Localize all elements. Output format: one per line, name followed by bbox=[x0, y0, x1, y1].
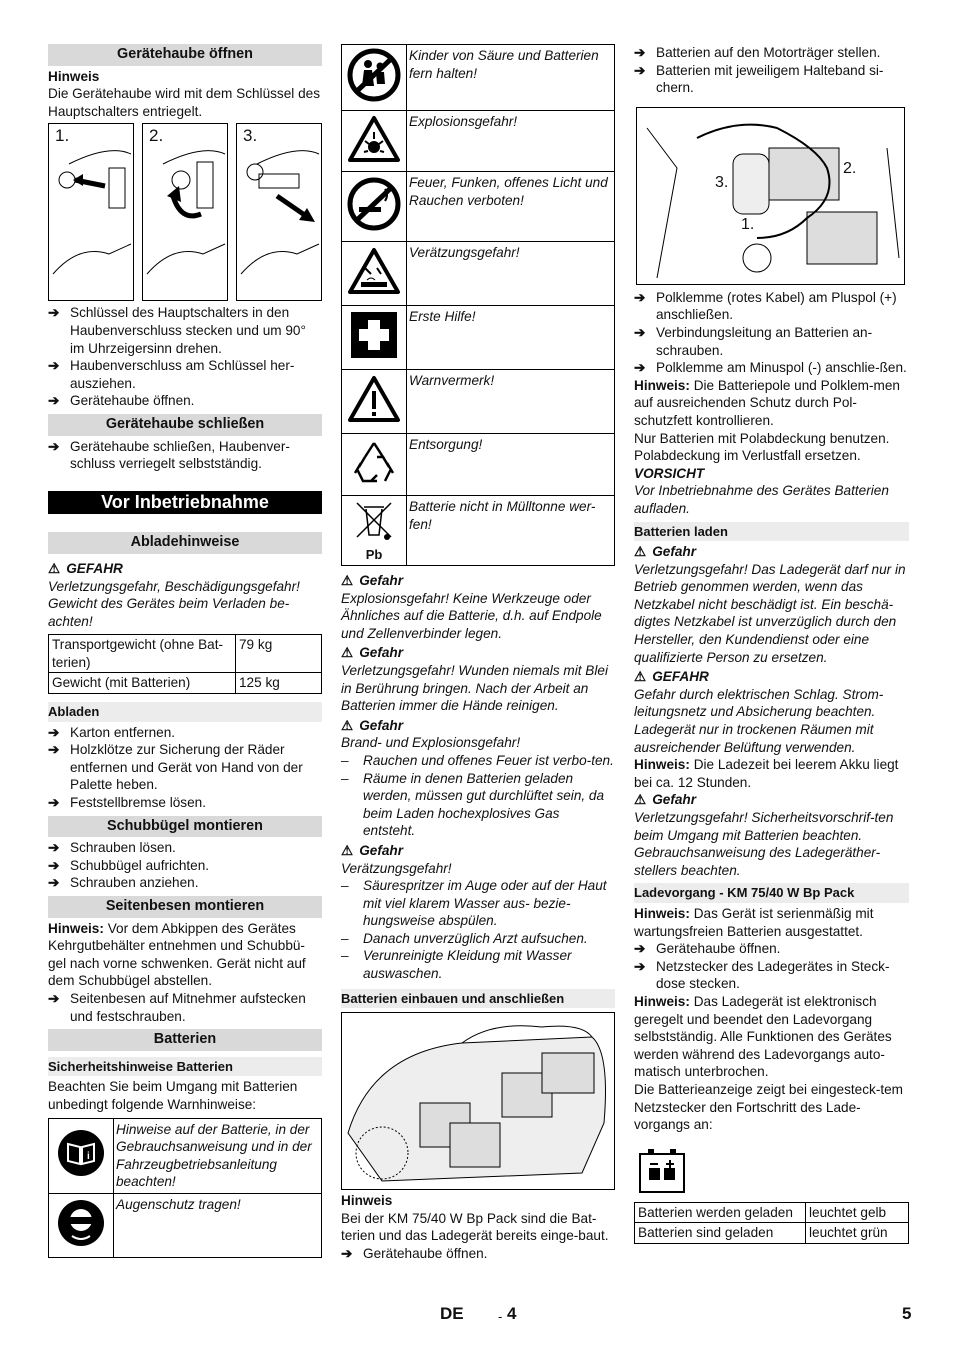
list-item: ➔ Gerätehaube öffnen. bbox=[341, 1246, 488, 1262]
warning-text: Gefahr durch elektrischen Schlag. Strom-leitungsnetz und Absicherung beachten. Ladegerät nur in trockenen Räumen mit ausreichender Belüftung verwenden. bbox=[634, 686, 884, 755]
warning-triangle-icon: ⚠ bbox=[341, 717, 354, 733]
table-row: Pb Batterie nicht in Mülltonne wer-fen! bbox=[342, 496, 615, 566]
install-note: Bei der KM 75/40 W Bp Pack sind die Bat-terien und das Ladegerät bereits einge-baut. bbox=[341, 1210, 609, 1244]
note: Hinweis: Das Gerät ist serienmäßig mit wartungsfreien Batterien ausgestattet. bbox=[634, 905, 874, 939]
danger-text: Verletzungsgefahr, Beschädigungsgefahr! Gewicht des Gerätes beim Verladen be-achten! bbox=[48, 578, 300, 629]
figure-label: 2. bbox=[843, 159, 857, 177]
section-title-open-hood: Gerätehaube öffnen bbox=[48, 44, 322, 66]
first-aid-icon bbox=[342, 306, 407, 370]
footer-dash: - bbox=[498, 1309, 503, 1324]
list-item: – Danach unverzüglich Arzt aufsuchen. bbox=[341, 930, 588, 946]
figure-step-3 bbox=[236, 123, 322, 301]
open-steps bbox=[48, 304, 322, 410]
list-item: ➔ Polklemme (rotes Kabel) am Pluspol (+) anschließen. bbox=[634, 289, 897, 323]
battery-connection-figure bbox=[636, 107, 905, 285]
note: Hinweis: Das Ladegerät ist elektronisch geregelt und beendet den Ladevorgang selbstständig. Alle Funktionen des Gerätes werden während des Ladevorgangs auto-matisch unterbrochen. bbox=[634, 993, 892, 1080]
list-item: – Verunreinigte Kleidung mit Wasser auswaschen. bbox=[341, 948, 572, 982]
section-title-push-handle: Schubbügel montieren bbox=[48, 816, 322, 838]
list-item: ➔ Schubbügel aufrichten. bbox=[48, 857, 210, 873]
symbol-table-right bbox=[341, 44, 615, 566]
hood-key-figure bbox=[48, 123, 322, 301]
list-item: ➔ Schlüssel des Hauptschalters in den Haubenverschluss stecken und um 90° im Uhrzeigersinn drehen. bbox=[48, 305, 306, 356]
list-item: – Rauchen und offenes Feuer ist verbo-ten. bbox=[341, 752, 614, 768]
table-row: Batterien werden geladen leuchtet gelb bbox=[635, 1202, 909, 1223]
section-title-batteries: Batterien bbox=[48, 1029, 322, 1051]
brush-note: Hinweis: Vor dem Abkippen des Gerätes Kehrgutbehälter entnehmen und Schubbü-gel nach vorne schwenken. Gerät nicht auf dem Schubbügel abstellen. bbox=[48, 920, 306, 989]
warning-triangle-icon: ⚠ bbox=[341, 645, 354, 661]
caution-text: Vor Inbetriebnahme des Gerätes Batterien aufladen. bbox=[634, 483, 889, 516]
key-pull-icon bbox=[237, 124, 321, 300]
key-insert-icon bbox=[49, 124, 133, 300]
list-item: ➔ Gerätehaube öffnen. bbox=[48, 393, 195, 409]
note: Hinweis: Die Batteriepole und Polklem-men auf ausreichenden Schutz durch Pol-schutzfett kontrollieren. bbox=[634, 377, 900, 428]
list-item: ➔ Batterien mit jeweiligem Halteband si-chern. bbox=[634, 62, 884, 96]
danger-label: ⚠ Gefahr bbox=[634, 792, 697, 808]
warning-text: Explosionsgefahr! Keine Werkzeuge oder Ähnliches auf die Batterie, d.h. auf Endpole und Zellenverbinder legen. bbox=[341, 590, 602, 641]
subsection-battery-safety: Sicherheitshinweise Batterien bbox=[48, 1057, 322, 1077]
note-label: Hinweis bbox=[341, 1193, 393, 1209]
column-middle bbox=[341, 44, 615, 1263]
section-title-close-hood: Gerätehaube schließen bbox=[48, 414, 322, 436]
warning-text: Verletzungsgefahr! Das Ladegerät darf nur in Betrieb genommen werden, wenn das Netzkabel nicht beschädigt ist. Ein beschä-digtes Netzkabel ist unverzüglich durch den Hersteller, den Kundendienst oder eine qualifizierte Person zu ersetzen. bbox=[634, 561, 906, 665]
no-fire-smoking-icon bbox=[342, 172, 407, 242]
danger-label: ⚠ GEFAHR bbox=[48, 560, 123, 576]
note-label: Hinweis bbox=[48, 68, 100, 84]
crossed-bin-pb-icon bbox=[342, 496, 407, 566]
list-item: – Säurespritzer im Auge oder auf der Haut mit viel klarem Wasser aus- bezie-hungsweise abspülen. bbox=[341, 878, 607, 929]
indicator-intro: Die Batterieanzeige zeigt bei eingesteck-tem Netzstecker den Fortschritt des Lade-vorgangs an: bbox=[634, 1081, 904, 1133]
list-item: ➔ Netzstecker des Ladegerätes in Steck-dose stecken. bbox=[634, 958, 890, 992]
danger-label: ⚠ GEFAHR bbox=[634, 669, 709, 685]
figure-step-1 bbox=[48, 123, 134, 301]
warning-triangle-icon: ⚠ bbox=[341, 573, 354, 588]
danger-label: ⚠ Gefahr bbox=[634, 544, 697, 560]
table-row: Transportgewicht (ohne Bat-terien) 79 kg bbox=[49, 635, 322, 673]
keep-children-away-icon bbox=[342, 45, 407, 111]
table-row: Kinder von Säure und Batterien fern halten! bbox=[342, 45, 615, 111]
list-item: ➔ Gerätehaube öffnen. bbox=[634, 941, 781, 957]
warning-text: Brand- und Explosionsgefahr! bbox=[341, 735, 521, 751]
warning-triangle-icon: ⚠ bbox=[48, 560, 61, 576]
table-row: Augenschutz tragen! bbox=[49, 1193, 322, 1257]
danger-label: ⚠ Gefahr bbox=[341, 573, 404, 588]
pb-label: Pb bbox=[365, 547, 383, 562]
table-row: Gewicht (mit Batterien) 125 kg bbox=[49, 673, 322, 694]
warning-text: Verätzungsgefahr! bbox=[341, 860, 452, 876]
key-turn-icon bbox=[143, 124, 227, 300]
table-row: i Hinweise auf der Batterie, in der Gebrauchsanweisung und in der Fahrzeugbetriebsanleitung beachten! bbox=[49, 1118, 322, 1193]
table-row: Feuer, Funken, offenes Licht und Rauchen verboten! bbox=[342, 172, 615, 242]
list-item: – Räume in denen Batterien geladen werden, müssen gut durchlüftet sein, da beim Laden hochexplosives Gas entsteht. bbox=[341, 770, 605, 839]
table-row: Explosionsgefahr! bbox=[342, 111, 615, 172]
safety-intro: Beachten Sie beim Umgang mit Batterien unbedingt folgende Warnhinweise: bbox=[48, 1079, 298, 1112]
list-item: ➔ Gerätehaube schließen, Haubenver-schluss verriegelt selbstständig. bbox=[48, 438, 290, 472]
note: Hinweis: Die Ladezeit bei leerem Akku liegt bei ca. 12 Stunden. bbox=[634, 757, 899, 790]
symbol-table-left bbox=[48, 1118, 322, 1258]
table-row: Entsorgung! bbox=[342, 434, 615, 496]
section-title-side-brush: Seitenbesen montieren bbox=[48, 896, 322, 918]
page-number: 5 bbox=[902, 1304, 912, 1323]
machine-battery-figure bbox=[341, 1012, 615, 1190]
table-row: Batterien sind geladen leuchtet grün bbox=[635, 1223, 909, 1244]
warning-text: Verletzungsgefahr! Sicherheitsvorschrif-ten beim Umgang mit Batterien beachten. Gebrauchsanweisung des Ladegeräther-stellers beachten. bbox=[634, 810, 894, 878]
subsection-unloading: Abladen bbox=[48, 702, 322, 722]
table-row: Warnvermerk! bbox=[342, 370, 615, 434]
table-row: Erste Hilfe! bbox=[342, 306, 615, 370]
manual-info-icon bbox=[49, 1118, 114, 1193]
warning-triangle-icon: ⚠ bbox=[634, 792, 647, 808]
eye-protection-icon bbox=[49, 1193, 114, 1257]
list-item: ➔ Verbindungsleitung an Batterien an-schrauben. bbox=[634, 324, 873, 358]
note-text: Nur Batterien mit Polabdeckung benutzen. Polabdeckung im Verlustfall ersetzen. bbox=[634, 430, 890, 464]
list-item: ➔ Seitenbesen auf Mitnehmer aufstecken und festschrauben. bbox=[48, 990, 306, 1024]
subsection-charging-process: Ladevorgang - KM 75/40 W Bp Pack bbox=[634, 883, 909, 903]
figure-step-label: 2. bbox=[149, 126, 164, 146]
figure-step-2 bbox=[142, 123, 228, 301]
footer-language: DE bbox=[440, 1304, 464, 1323]
list-item: ➔ Polklemme am Minuspol (-) anschlie-ßen. bbox=[634, 360, 907, 376]
warning-text: Verletzungsgefahr! Wunden niemals mit Blei in Berührung bringen. Nach der Arbeit an Batterien immer die Hände reinigen. bbox=[341, 662, 608, 714]
caution-label: VORSICHT bbox=[634, 465, 705, 481]
column-left bbox=[48, 44, 322, 1258]
list-item: ➔ Holzklötze zur Sicherung der Räder entfernen und Gerät von Hand von der Palette heben. bbox=[48, 742, 303, 793]
list-item: ➔ Haubenverschluss am Schlüssel her-ausziehen. bbox=[48, 358, 295, 391]
chapter-title: Vor Inbetriebnahme bbox=[48, 491, 322, 515]
subsection-charge-batteries: Batterien laden bbox=[634, 522, 909, 542]
warning-triangle-icon: ⚠ bbox=[634, 669, 647, 685]
recycling-icon bbox=[342, 434, 407, 496]
explosion-warning-icon bbox=[342, 111, 407, 172]
open-note: Die Gerätehaube wird mit dem Schlüssel des Hauptschalters entriegelt. bbox=[48, 86, 321, 119]
warning-triangle-icon: ⚠ bbox=[634, 544, 647, 560]
table-row: Verätzungsgefahr! bbox=[342, 242, 615, 306]
danger-label: ⚠ Gefahr bbox=[341, 842, 404, 858]
charge-status-table bbox=[634, 1202, 909, 1244]
footer-local-page: 4 bbox=[507, 1304, 517, 1323]
battery-wiring-illustration bbox=[637, 108, 905, 284]
danger-label: ⚠ Gefahr bbox=[341, 717, 404, 733]
section-title-unloading: Abladehinweise bbox=[48, 532, 322, 554]
weight-table bbox=[48, 634, 322, 694]
figure-label: 3. bbox=[715, 173, 729, 191]
figure-step-label: 1. bbox=[55, 126, 70, 146]
column-right bbox=[634, 44, 909, 1244]
list-item: ➔ Karton entfernen. bbox=[48, 724, 176, 740]
list-item: ➔ Feststellbremse lösen. bbox=[48, 795, 206, 811]
svg-text:i: i bbox=[87, 1151, 90, 1163]
machine-illustration bbox=[342, 1013, 614, 1189]
battery-indicator-icon bbox=[638, 1146, 686, 1194]
subsection-install-batteries: Batterien einbauen und anschließen bbox=[341, 989, 615, 1009]
list-item: ➔ Schrauben anziehen. bbox=[48, 875, 199, 891]
danger-label: ⚠ Gefahr bbox=[341, 645, 404, 661]
corrosive-warning-icon bbox=[342, 242, 407, 306]
figure-label: 1. bbox=[741, 215, 755, 233]
list-item: ➔ Schrauben lösen. bbox=[48, 840, 176, 856]
list-item: ➔ Batterien auf den Motorträger stellen. bbox=[634, 45, 881, 60]
figure-step-label: 3. bbox=[243, 126, 258, 146]
general-warning-icon bbox=[342, 370, 407, 434]
warning-triangle-icon: ⚠ bbox=[341, 842, 354, 858]
